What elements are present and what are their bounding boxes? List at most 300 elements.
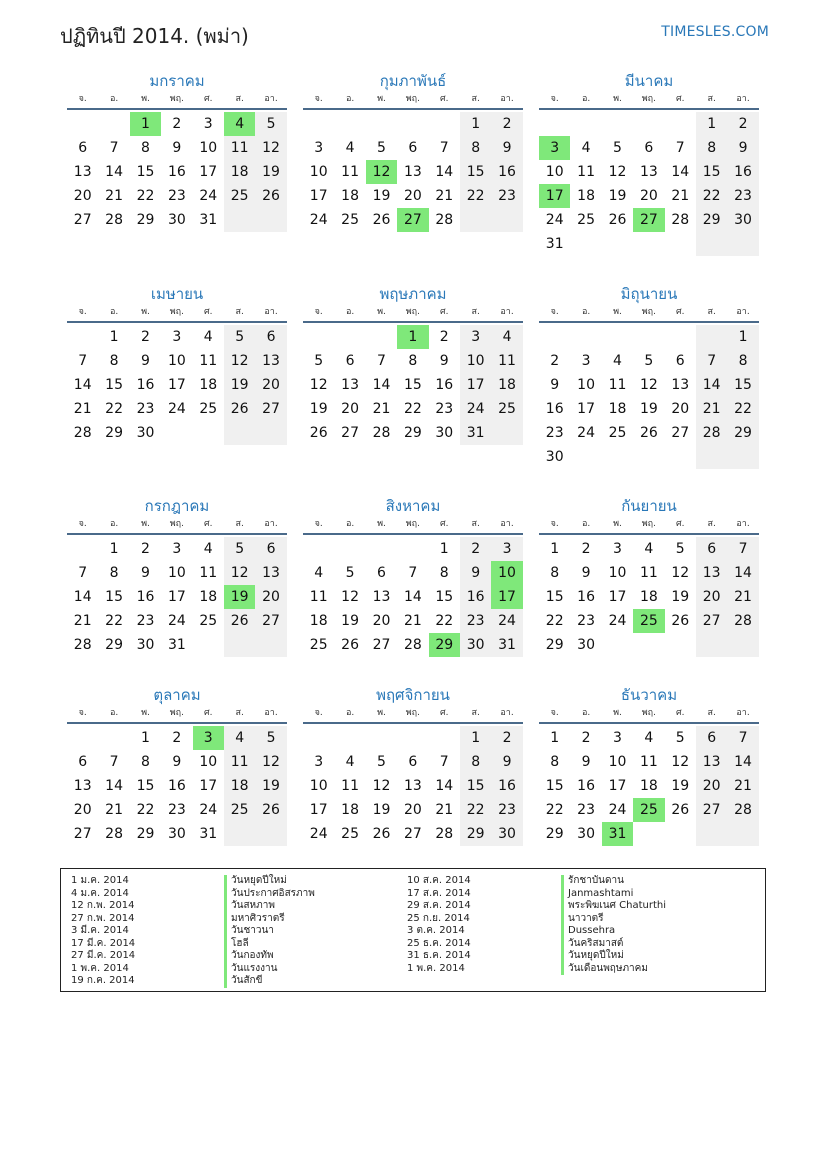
- legend-entry: พระพิฆเนศ Chaturthi: [561, 900, 666, 913]
- day-cell: 9: [141, 565, 150, 581]
- day-cell: 31: [199, 826, 218, 842]
- day-cell: 11: [491, 349, 522, 373]
- day-cell: 1: [439, 541, 449, 557]
- day-cell: 21: [696, 397, 727, 421]
- empty-cell: [570, 232, 601, 256]
- empty-cell: [397, 726, 428, 750]
- day-cell: 2: [581, 730, 591, 746]
- weekday-label: อา.: [736, 94, 750, 104]
- empty-cell: [665, 822, 696, 846]
- day-cell: 7: [109, 754, 119, 770]
- day-cell: 12: [671, 754, 690, 770]
- day-cell: 28: [696, 421, 727, 445]
- day-cell: 10: [608, 754, 627, 770]
- day-cell: 15: [460, 160, 491, 184]
- day-cell: 19: [671, 589, 690, 605]
- day-cell: 14: [435, 164, 454, 180]
- day-cell: 3: [581, 353, 591, 369]
- legend-entry: นาวาตรี: [561, 913, 666, 926]
- weekday-label: พฤ.: [169, 307, 184, 317]
- empty-cell: [696, 445, 727, 469]
- legend-entry: วันสักขี: [224, 975, 315, 988]
- empty-cell: [602, 112, 633, 136]
- day-cell: 10: [199, 140, 218, 156]
- day-cell: 18: [199, 589, 218, 605]
- day-grid: [303, 537, 523, 657]
- day-cell: 27: [73, 826, 92, 842]
- weekday-label: ศ.: [675, 519, 685, 529]
- empty-cell: [334, 726, 365, 750]
- month-name: มีนาคม: [624, 72, 674, 90]
- day-cell: 22: [545, 613, 564, 629]
- day-cell: 20: [73, 802, 92, 818]
- weekday-label: อา.: [264, 708, 278, 718]
- empty-cell: [633, 445, 664, 469]
- day-cell: 27: [696, 798, 727, 822]
- weekday-label: ส.: [707, 708, 716, 718]
- day-cell: 21: [727, 774, 758, 798]
- day-cell: 24: [167, 613, 186, 629]
- weekday-label: จ.: [314, 519, 323, 529]
- empty-cell: [67, 726, 98, 750]
- day-cell: 24: [199, 188, 218, 204]
- day-cell: 31: [199, 212, 218, 228]
- weekday-label: จ.: [78, 307, 87, 317]
- day-cell: 30: [136, 637, 155, 653]
- empty-cell: [255, 421, 286, 445]
- day-cell: 26: [671, 802, 690, 818]
- day-cell: 6: [408, 754, 418, 770]
- day-cell: 15: [136, 778, 155, 794]
- day-cell: 4: [314, 565, 324, 581]
- day-cell: 21: [435, 802, 454, 818]
- month-name: ธันวาคม: [620, 686, 678, 704]
- day-cell: 17: [577, 401, 595, 417]
- day-cell: 26: [341, 637, 359, 653]
- weekday-label: พฤ.: [405, 519, 420, 529]
- weekday-label: อ.: [345, 307, 355, 317]
- legend-entry: วันคริสมาสต์: [561, 938, 666, 951]
- day-cell: 25: [199, 401, 218, 417]
- day-cell: 11: [341, 778, 359, 794]
- legend-names-col1: [224, 875, 315, 988]
- day-cell: 1: [550, 730, 560, 746]
- weekday-label: ส.: [235, 708, 244, 718]
- weekday-label: พฤ.: [641, 519, 656, 529]
- day-cell: 8: [460, 136, 491, 160]
- day-cell: 5: [644, 353, 654, 369]
- day-cell: 22: [136, 802, 155, 818]
- legend-entry: 19 ก.ค. 2014: [71, 975, 135, 986]
- weekday-label: จ.: [550, 307, 559, 317]
- day-cell: 12: [255, 136, 286, 160]
- day-cell: 30: [727, 208, 758, 232]
- weekday-label: ศ.: [439, 519, 449, 529]
- weekday-header: [303, 305, 523, 323]
- day-cell: 21: [403, 613, 422, 629]
- day-cell: 2: [550, 353, 560, 369]
- day-cell: 20: [403, 802, 422, 818]
- legend-entry: 27 ก.พ. 2014: [71, 912, 135, 924]
- empty-cell: [366, 537, 397, 561]
- weekday-label: จ.: [78, 94, 87, 104]
- day-cell: 28: [73, 637, 92, 653]
- legend-entry: มหาศิวราตรี: [224, 913, 315, 926]
- empty-cell: [570, 445, 601, 469]
- day-cell: 30: [577, 826, 595, 842]
- weekday-label: อ.: [345, 94, 355, 104]
- day-cell: 25: [577, 212, 595, 228]
- empty-cell: [633, 633, 664, 657]
- day-cell: 18: [639, 778, 658, 794]
- day-cell: 8: [141, 754, 150, 770]
- legend-entry: 1 พ.ค. 2014: [71, 962, 129, 974]
- day-cell: 18: [224, 774, 255, 798]
- weekday-label: อ.: [581, 307, 591, 317]
- day-cell: 9: [727, 136, 758, 160]
- day-cell: 11: [199, 565, 218, 581]
- day-cell: 29: [460, 822, 491, 846]
- month-name: กรกฎาคม: [144, 497, 210, 515]
- day-cell: 22: [696, 184, 727, 208]
- weekday-label: ส.: [707, 307, 716, 317]
- day-cell: 22: [403, 401, 422, 417]
- day-cell: 26: [309, 425, 328, 441]
- day-cell: 2: [491, 726, 522, 750]
- legend-entry: 1 ม.ค. 2014: [71, 875, 129, 886]
- weekday-label: พฤ.: [641, 708, 656, 718]
- day-cell: 18: [608, 401, 627, 417]
- weekday-label: จ.: [78, 708, 87, 718]
- weekday-label: พฤ.: [405, 94, 420, 104]
- day-cell: 30: [167, 826, 186, 842]
- empty-cell: [429, 726, 460, 750]
- empty-cell: [303, 537, 334, 561]
- holiday-day-cell: 25: [633, 798, 664, 822]
- day-grid: [303, 726, 523, 846]
- day-cell: 10: [460, 349, 491, 373]
- day-cell: 25: [199, 613, 218, 629]
- empty-cell: [633, 325, 664, 349]
- day-cell: 8: [696, 136, 727, 160]
- day-cell: 15: [105, 377, 123, 393]
- legend-entry: โฮลี: [224, 938, 315, 951]
- day-cell: 20: [696, 774, 727, 798]
- day-cell: 30: [545, 449, 564, 465]
- day-cell: 6: [408, 140, 418, 156]
- day-cell: 5: [345, 565, 355, 581]
- day-cell: 5: [255, 726, 286, 750]
- weekday-label: อ.: [109, 708, 119, 718]
- day-cell: 6: [78, 140, 88, 156]
- day-cell: 19: [639, 401, 658, 417]
- day-cell: 21: [73, 401, 92, 417]
- day-cell: 20: [671, 401, 690, 417]
- day-grid: [67, 112, 287, 232]
- weekday-label: อ.: [581, 519, 591, 529]
- empty-cell: [491, 421, 522, 445]
- day-cell: 24: [167, 401, 186, 417]
- empty-cell: [366, 325, 397, 349]
- day-cell: 13: [696, 750, 727, 774]
- holiday-day-cell: 17: [539, 184, 570, 208]
- weekday-label: อา.: [264, 307, 278, 317]
- weekday-label: พ.: [141, 307, 150, 317]
- day-grid: [303, 325, 523, 445]
- weekday-label: พ.: [141, 94, 150, 104]
- month-name: พฤศจิกายน: [376, 686, 450, 704]
- day-cell: 8: [727, 349, 758, 373]
- day-cell: 6: [377, 565, 386, 581]
- empty-cell: [727, 822, 758, 846]
- day-cell: 25: [341, 826, 359, 842]
- month-calendar: [67, 495, 287, 657]
- day-cell: 27: [73, 212, 92, 228]
- day-cell: 24: [309, 212, 328, 228]
- empty-cell: [602, 325, 633, 349]
- day-cell: 5: [675, 730, 685, 746]
- weekday-label: พฤ.: [169, 708, 184, 718]
- day-cell: 24: [309, 826, 328, 842]
- day-cell: 14: [73, 377, 92, 393]
- day-cell: 25: [341, 212, 359, 228]
- day-cell: 29: [105, 425, 123, 441]
- weekday-label: ส.: [471, 94, 480, 104]
- month-calendar: [539, 684, 759, 846]
- day-cell: 21: [105, 188, 123, 204]
- day-cell: 24: [491, 609, 522, 633]
- month-calendar: [539, 495, 759, 657]
- legend-entry: รักชาบันดาน: [561, 875, 666, 888]
- day-cell: 8: [141, 140, 150, 156]
- holiday-day-cell: 27: [397, 208, 428, 232]
- day-cell: 30: [167, 212, 186, 228]
- day-cell: 18: [577, 188, 595, 204]
- day-cell: 24: [608, 613, 627, 629]
- day-cell: 23: [136, 401, 155, 417]
- legend-entry: 25 ธ.ค. 2014: [407, 937, 471, 949]
- day-cell: 13: [403, 778, 422, 794]
- holiday-day-cell: 1: [130, 112, 161, 136]
- day-cell: 8: [408, 353, 418, 369]
- day-cell: 18: [309, 613, 328, 629]
- day-cell: 19: [372, 802, 391, 818]
- day-cell: 7: [727, 537, 758, 561]
- empty-cell: [98, 726, 129, 750]
- day-cell: 7: [675, 140, 685, 156]
- legend-entry: 25 ก.ย. 2014: [407, 912, 470, 924]
- weekday-label: พฤ.: [405, 307, 420, 317]
- legend-entry: 10 ส.ค. 2014: [407, 875, 471, 886]
- day-cell: 24: [545, 212, 564, 228]
- day-cell: 17: [199, 164, 218, 180]
- day-cell: 30: [460, 633, 491, 657]
- day-cell: 6: [255, 537, 286, 561]
- day-cell: 23: [136, 613, 155, 629]
- day-cell: 13: [255, 349, 286, 373]
- empty-cell: [397, 112, 428, 136]
- empty-cell: [727, 232, 758, 256]
- weekday-label: ศ.: [203, 519, 213, 529]
- day-cell: 4: [345, 754, 355, 770]
- day-cell: 7: [78, 565, 88, 581]
- weekday-label: จ.: [314, 708, 323, 718]
- day-cell: 20: [372, 613, 391, 629]
- day-cell: 21: [671, 188, 690, 204]
- day-cell: 12: [639, 377, 658, 393]
- day-cell: 11: [224, 136, 255, 160]
- empty-cell: [334, 537, 365, 561]
- day-cell: 4: [203, 541, 213, 557]
- weekday-label: อา.: [264, 519, 278, 529]
- weekday-header: [303, 92, 523, 110]
- weekday-label: ศ.: [675, 708, 685, 718]
- weekday-label: ส.: [471, 519, 480, 529]
- day-cell: 24: [460, 397, 491, 421]
- weekday-label: ศ.: [439, 708, 449, 718]
- day-cell: 2: [491, 112, 522, 136]
- day-cell: 23: [167, 802, 186, 818]
- day-cell: 30: [136, 425, 155, 441]
- day-cell: 13: [341, 377, 359, 393]
- legend-entry: Janmashtami: [561, 888, 666, 901]
- day-cell: 27: [372, 637, 391, 653]
- day-cell: 22: [105, 613, 123, 629]
- day-cell: 28: [105, 826, 123, 842]
- day-cell: 25: [309, 637, 328, 653]
- empty-cell: [334, 325, 365, 349]
- weekday-label: พ.: [377, 307, 386, 317]
- day-cell: 16: [167, 778, 186, 794]
- weekday-label: ส.: [235, 307, 244, 317]
- day-cell: 1: [550, 541, 560, 557]
- day-cell: 19: [372, 188, 391, 204]
- day-cell: 3: [203, 116, 213, 132]
- weekday-label: ส.: [471, 307, 480, 317]
- page-title: ปฏิทินปี 2014. (พม่า): [60, 24, 249, 48]
- weekday-label: อา.: [500, 519, 514, 529]
- weekday-label: พฤ.: [405, 708, 420, 718]
- day-cell: 2: [460, 537, 491, 561]
- empty-cell: [696, 325, 727, 349]
- day-cell: 14: [403, 589, 422, 605]
- day-cell: 16: [136, 589, 155, 605]
- weekday-label: พ.: [377, 94, 386, 104]
- empty-cell: [67, 112, 98, 136]
- month-calendar: [539, 70, 759, 256]
- weekday-label: อา.: [736, 708, 750, 718]
- day-cell: 1: [460, 726, 491, 750]
- day-cell: 6: [345, 353, 355, 369]
- empty-cell: [193, 421, 224, 445]
- day-cell: 6: [255, 325, 286, 349]
- holiday-day-cell: 29: [429, 633, 460, 657]
- weekday-label: อ.: [109, 519, 119, 529]
- day-cell: 23: [460, 609, 491, 633]
- day-cell: 10: [199, 754, 218, 770]
- day-cell: 4: [581, 140, 591, 156]
- day-cell: 6: [78, 754, 88, 770]
- day-cell: 7: [408, 565, 418, 581]
- month-calendar: [303, 283, 523, 445]
- empty-cell: [366, 112, 397, 136]
- day-cell: 30: [577, 637, 595, 653]
- day-cell: 1: [109, 541, 119, 557]
- day-cell: 21: [372, 401, 391, 417]
- day-cell: 4: [644, 730, 654, 746]
- empty-cell: [696, 822, 727, 846]
- day-cell: 27: [403, 826, 422, 842]
- weekday-label: พ.: [141, 708, 150, 718]
- day-cell: 9: [581, 754, 591, 770]
- day-cell: 26: [224, 397, 255, 421]
- day-cell: 11: [309, 589, 328, 605]
- day-grid: [67, 726, 287, 846]
- day-cell: 3: [314, 754, 324, 770]
- month-name: พฤษภาคม: [379, 285, 447, 303]
- day-cell: 11: [639, 754, 658, 770]
- day-cell: 6: [675, 353, 685, 369]
- empty-cell: [67, 537, 98, 561]
- day-cell: 17: [608, 589, 627, 605]
- day-cell: 12: [224, 561, 255, 585]
- holiday-day-cell: 1: [397, 325, 428, 349]
- day-grid: [303, 112, 523, 232]
- day-cell: 27: [255, 609, 286, 633]
- day-cell: 9: [491, 136, 522, 160]
- day-cell: 16: [167, 164, 186, 180]
- empty-cell: [224, 633, 255, 657]
- day-cell: 12: [341, 589, 359, 605]
- day-cell: 21: [73, 613, 92, 629]
- day-cell: 28: [403, 637, 422, 653]
- day-cell: 8: [460, 750, 491, 774]
- day-cell: 28: [435, 212, 454, 228]
- day-cell: 4: [644, 541, 654, 557]
- empty-cell: [539, 325, 570, 349]
- site-name[interactable]: TIMESLES.COM: [661, 24, 769, 40]
- day-cell: 10: [167, 353, 186, 369]
- day-cell: 17: [608, 778, 627, 794]
- day-cell: 22: [460, 798, 491, 822]
- empty-cell: [491, 208, 522, 232]
- day-cell: 12: [255, 750, 286, 774]
- day-cell: 14: [696, 373, 727, 397]
- empty-cell: [602, 232, 633, 256]
- weekday-label: ส.: [235, 519, 244, 529]
- weekday-label: อ.: [109, 307, 119, 317]
- day-cell: 17: [167, 377, 186, 393]
- day-cell: 15: [545, 778, 564, 794]
- weekday-header: [67, 305, 287, 323]
- day-cell: 23: [545, 425, 564, 441]
- day-cell: 10: [608, 565, 627, 581]
- day-cell: 9: [491, 750, 522, 774]
- empty-cell: [397, 537, 428, 561]
- legend-entry: 3 ต.ค. 2014: [407, 925, 465, 936]
- day-cell: 24: [199, 802, 218, 818]
- day-grid: [67, 537, 287, 657]
- day-cell: 12: [671, 565, 690, 581]
- legend-names-col2: [561, 875, 666, 975]
- day-cell: 2: [141, 541, 150, 557]
- empty-cell: [255, 633, 286, 657]
- weekday-label: จ.: [550, 519, 559, 529]
- holiday-day-cell: 19: [224, 585, 255, 609]
- day-cell: 15: [545, 589, 564, 605]
- day-cell: 3: [613, 730, 622, 746]
- day-cell: 30: [435, 425, 454, 441]
